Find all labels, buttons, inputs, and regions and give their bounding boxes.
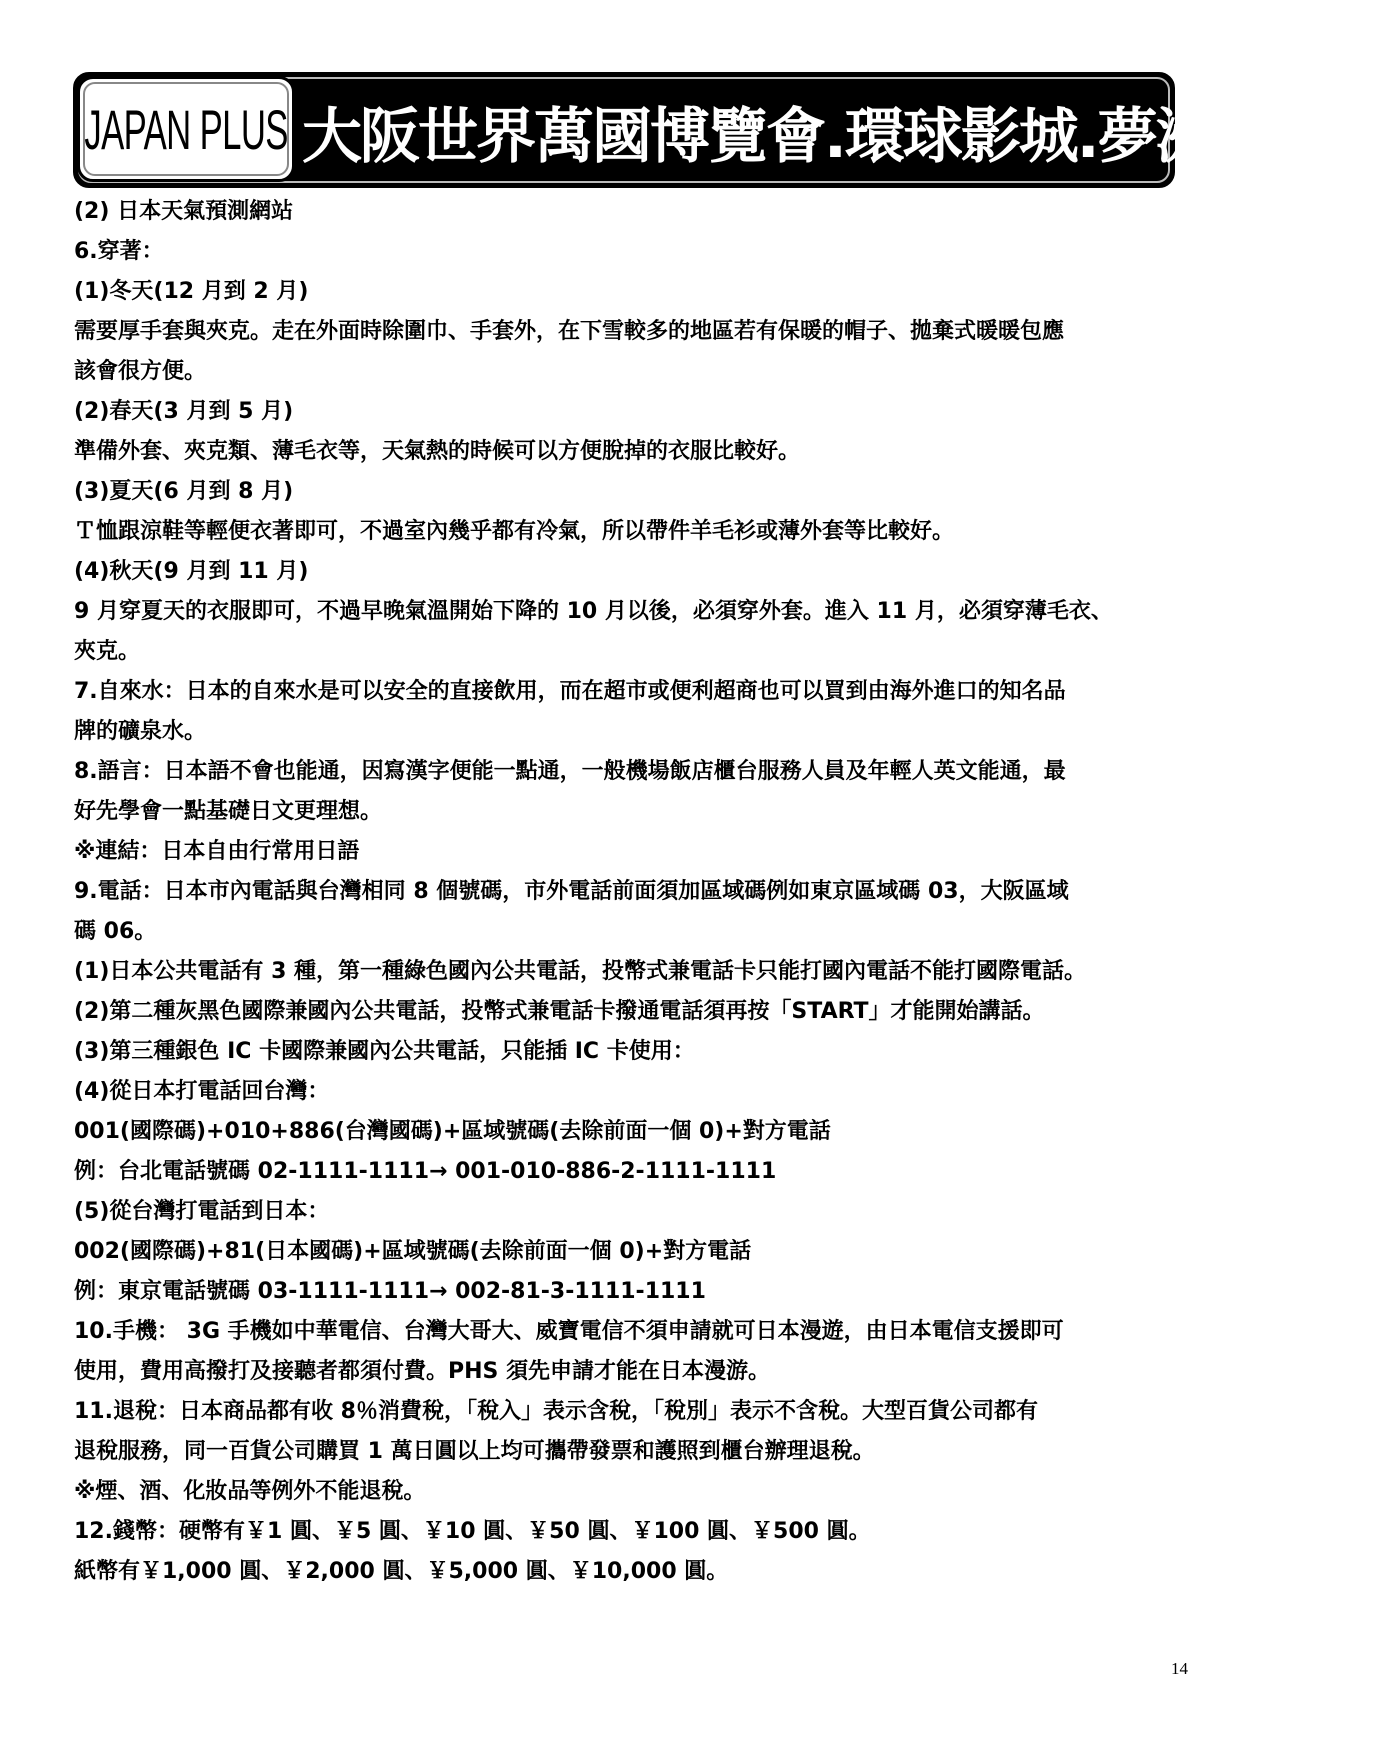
text-line: (3)第三種銀色 IC 卡國際兼國內公共電話，只能插 IC 卡使用： — [74, 1039, 695, 1064]
text-line: 準備外套、夾克類、薄毛衣等，天氣熱的時候可以方便脫掉的衣服比較好。 — [74, 439, 801, 464]
brand-box — [77, 76, 295, 182]
text-line: 12.錢幣：硬幣有￥1 圓、￥5 圓、￥10 圓、￥50 圓、￥100 圓、￥500 圓。 — [74, 1519, 871, 1544]
text-line: (1)冬天(12 月到 2 月) — [74, 279, 309, 304]
text-line: 例：台北電話號碼 02-1111-1111→ 001-010-886-2-1111-1111 — [74, 1159, 777, 1184]
text-line: 夾克。 — [74, 639, 141, 664]
text-line: (4)秋天(9 月到 11 月) — [74, 559, 309, 584]
text-line: ※煙、酒、化妝品等例外不能退稅。 — [74, 1479, 426, 1504]
text-line: 001(國際碼)+010+886(台灣國碼)+區域號碼(去除前面一個 0)+對方電話 — [74, 1119, 831, 1144]
text-line: 9.電話：日本市內電話與台灣相同 8 個號碼，市外電話前面須加區域碼例如東京區域碼 03，大阪區域 — [74, 879, 1069, 904]
text-line: 使用，費用高撥打及接聽者都須付費。PHS 須先申請才能在日本漫游。 — [74, 1359, 771, 1384]
text-line: (2)第二種灰黑色國際兼國內公共電話，投幣式兼電話卡撥通電話須再按「START」才能開始講話。 — [74, 999, 1045, 1024]
tour-title: 大阪世界萬國博覽會.環球影城.夢洲島五日 — [302, 102, 1388, 172]
text-line: (4)從日本打電話回台灣： — [74, 1079, 330, 1104]
text-line: 8.語言：日本語不會也能通，因寫漢字便能一點通，一般機場飯店櫃台服務人員及年輕人英文能通，最 — [74, 759, 1066, 784]
text-line: 碼 06。 — [74, 919, 157, 944]
brand-logo-text: JAPAN PLUS — [84, 97, 288, 161]
text-line: 9 月穿夏天的衣服即可，不過早晚氣溫開始下降的 10 月以後，必須穿外套。進入 11 月，必須穿薄毛衣、 — [74, 599, 1113, 624]
text-line: 需要厚手套與夾克。走在外面時除圍巾、手套外，在下雪較多的地區若有保暖的帽子、拋棄式暖暖包應 — [74, 319, 1065, 344]
text-line: 7.自來水：日本的自來水是可以安全的直接飲用，而在超市或便利超商也可以買到由海外進口的知名品 — [74, 679, 1066, 704]
text-line: (1)日本公共電話有 3 種，第一種綠色國內公共電話，投幣式兼電話卡只能打國內電話不能打國際電話。 — [74, 959, 1087, 984]
text-line: 該會很方便。 — [74, 359, 207, 384]
text-line: 例：東京電話號碼 03-1111-1111→ 002-81-3-1111-1111 — [74, 1279, 706, 1304]
text-line: 紙幣有￥1,000 圓、￥2,000 圓、￥5,000 圓、￥10,000 圓。 — [74, 1559, 729, 1584]
text-line: 002(國際碼)+81(日本國碼)+區域號碼(去除前面一個 0)+對方電話 — [74, 1239, 752, 1264]
document-body — [74, 192, 1198, 1592]
text-line: 11.退稅：日本商品都有收 8％消費稅，「稅入」表示含稅，「稅別」表示不含稅。大型百貨公司都有 — [74, 1399, 1038, 1424]
text-line: (2)春天(3 月到 5 月) — [74, 399, 294, 424]
page-number: 14 — [1171, 1659, 1188, 1678]
text-line: 6.穿著： — [74, 239, 164, 264]
text-line: (5)從台灣打電話到日本： — [74, 1199, 330, 1224]
text-line: Ｔ恤跟涼鞋等輕便衣著即可，不過室內幾乎都有冷氣，所以帶件羊毛衫或薄外套等比較好。 — [74, 519, 955, 544]
text-line: ※連結：日本自由行常用日語 — [74, 839, 360, 864]
text-line: 牌的礦泉水。 — [74, 719, 207, 744]
text-line: 10.手機： 3G 手機如中華電信、台灣大哥大、威寶電信不須申請就可日本漫遊，由日本電信支援即可 — [74, 1319, 1064, 1344]
text-line: (2) 日本天氣預測網站 — [74, 199, 294, 224]
text-line: 好先學會一點基礎日文更理想。 — [74, 799, 383, 824]
text-line: (3)夏天(6 月到 8 月) — [74, 479, 294, 504]
text-line: 退稅服務，同一百貨公司購買 1 萬日圓以上均可攜帶發票和護照到櫃台辦理退稅。 — [74, 1439, 875, 1464]
